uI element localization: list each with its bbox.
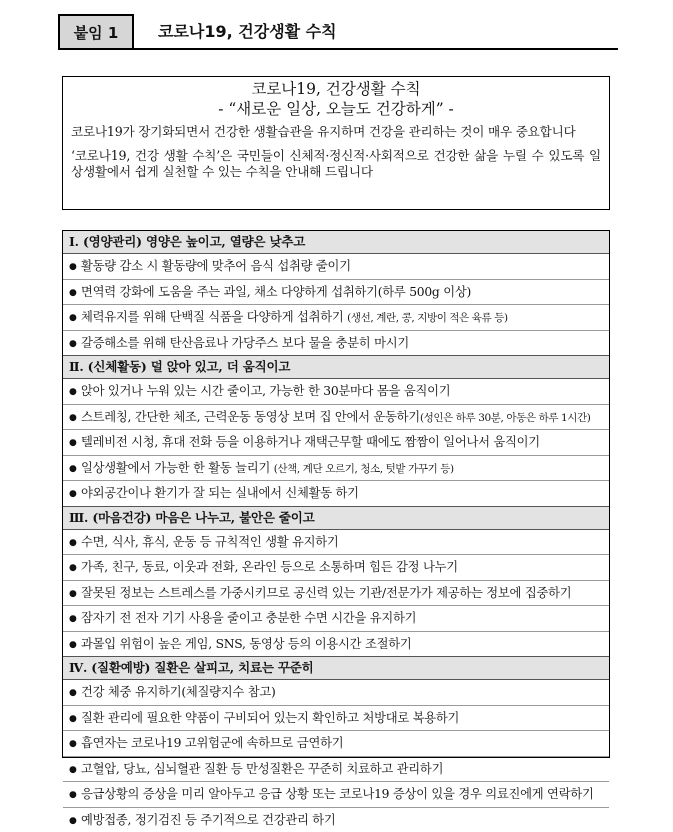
rule-text: 잠자기 전 전자 기기 사용을 줄이고 충분한 수면 시간을 유지하기 xyxy=(81,611,416,625)
rule-text: 텔레비전 시청, 휴대 전화 등을 이용하거나 재택근무할 때에도 짬짬이 일어나서 움직이기 xyxy=(81,435,540,449)
bullet-icon: ● xyxy=(69,482,81,506)
rule-text: 응급상황의 증상을 미리 알아두고 응급 상황 또는 코로나19 증상이 있을 경우 의료진에게 연락하기 xyxy=(81,787,594,801)
rule-item xyxy=(63,555,609,581)
rule-item xyxy=(63,782,609,808)
rule-text: 가족, 친구, 동료, 이웃과 전화, 온라인 등으로 소통하며 힘든 감정 나누기 xyxy=(81,560,458,574)
rules-table xyxy=(62,230,610,758)
rule-item xyxy=(63,680,609,706)
bullet-icon: ● xyxy=(69,431,81,456)
rule-item xyxy=(63,481,609,506)
bullet-icon: ● xyxy=(69,457,81,482)
bullet-icon: ● xyxy=(69,681,81,706)
bullet-icon: ● xyxy=(69,281,81,306)
bullet-icon: ● xyxy=(69,582,81,607)
rule-note: (생선, 계란, 콩, 지방이 적은 육류 등) xyxy=(347,312,508,324)
attachment-badge: 붙임 1 xyxy=(58,14,134,50)
intro-box xyxy=(62,76,610,210)
rule-note: (성인은 하루 30분, 아동은 하루 1시간) xyxy=(420,412,591,424)
bullet-icon: ● xyxy=(69,332,81,356)
bullet-icon: ● xyxy=(69,809,81,832)
rule-item xyxy=(63,254,609,280)
rule-item xyxy=(63,731,609,757)
rule-item xyxy=(63,606,609,632)
header-underline xyxy=(134,48,618,50)
rule-item xyxy=(63,632,609,657)
rule-text: 과몰입 위험이 높은 게임, SNS, 동영상 등의 이용시간 조절하기 xyxy=(81,637,411,651)
bullet-icon: ● xyxy=(69,556,81,581)
rule-note: (산책, 계단 오르기, 청소, 텃밭 가꾸기 등) xyxy=(274,463,454,475)
intro-paragraph-1: 코로나19가 장기화되면서 건강한 생활습관을 유지하며 건강을 관리하는 것이 매우 중요합니다 xyxy=(71,124,601,140)
rule-item xyxy=(63,305,609,331)
rule-text: 앉아 있거나 누워 있는 시간 줄이고, 가능한 한 30분마다 몸을 움직이기 xyxy=(81,384,450,398)
rule-item xyxy=(63,430,609,456)
rule-text: 활동량 감소 시 활동량에 맞추어 음식 섭취량 줄이기 xyxy=(81,259,351,273)
section-heading: Ⅱ. (신체활동) 덜 앉아 있고, 더 움직이고 xyxy=(63,355,609,379)
rule-item xyxy=(63,280,609,306)
intro-title: 코로나19, 건강생활 수칙 xyxy=(71,80,601,99)
bullet-icon: ● xyxy=(69,255,81,280)
intro-paragraph-2: ‘코로나19, 건강 생활 수칙’은 국민들이 신체적·정신적·사회적으로 건강한 삶을 누릴 수 있도록 일상생활에서 쉽게 실천할 수 있는 수칙을 안내해 드립니다 xyxy=(71,148,601,180)
rule-item xyxy=(63,808,609,832)
bullet-icon: ● xyxy=(69,732,81,757)
section-heading: Ⅰ. (영양관리) 영양은 높이고, 열량은 낮추고 xyxy=(63,231,609,254)
rule-text: 흡연자는 코로나19 고위험군에 속하므로 금연하기 xyxy=(81,736,343,750)
rule-item xyxy=(63,706,609,732)
rule-text: 면역력 강화에 도움을 주는 과일, 채소 다양하게 섭취하기(하루 500g 이상) xyxy=(81,285,471,299)
bullet-icon: ● xyxy=(69,707,81,732)
section-heading: Ⅳ. (질환예방) 질환은 살피고, 치료는 꾸준히 xyxy=(63,656,609,680)
bullet-icon: ● xyxy=(69,633,81,657)
bullet-icon: ● xyxy=(69,758,81,783)
rule-text: 건강 체중 유지하기(체질량지수 참고) xyxy=(81,685,276,699)
rule-text: 잘못된 정보는 스트레스를 가중시키므로 공신력 있는 기관/전문가가 제공하는 정보에 집중하기 xyxy=(81,586,571,600)
rule-item xyxy=(63,405,609,431)
bullet-icon: ● xyxy=(69,406,81,431)
bullet-icon: ● xyxy=(69,306,81,331)
rule-text: 체력유지를 위해 단백질 식품을 다양하게 섭취하기 xyxy=(81,310,347,324)
rule-text: 스트레칭, 간단한 체조, 근력운동 동영상 보며 집 안에서 운동하기 xyxy=(81,410,420,424)
rule-text: 수면, 식사, 휴식, 운동 등 규칙적인 생활 유지하기 xyxy=(81,535,339,549)
rule-text: 질환 관리에 필요한 약품이 구비되어 있는지 확인하고 처방대로 복용하기 xyxy=(81,711,459,725)
intro-subtitle: - “새로운 일상, 오늘도 건강하게” - xyxy=(71,99,601,119)
rule-text: 야외공간이나 환기가 잘 되는 실내에서 신체활동 하기 xyxy=(81,486,359,500)
rule-item xyxy=(63,456,609,482)
page-title: 코로나19, 건강생활 수칙 xyxy=(158,14,337,50)
rule-text: 갈증해소를 위해 탄산음료나 가당주스 보다 물을 충분히 마시기 xyxy=(81,336,409,350)
rule-item xyxy=(63,530,609,556)
rule-item xyxy=(63,757,609,783)
page-header xyxy=(58,14,618,50)
rule-item xyxy=(63,581,609,607)
section-heading: Ⅲ. (마음건강) 마음은 나누고, 불안은 줄이고 xyxy=(63,506,609,530)
rule-text: 예방접종, 정기검진 등 주기적으로 건강관리 하기 xyxy=(81,813,336,827)
bullet-icon: ● xyxy=(69,380,81,405)
bullet-icon: ● xyxy=(69,607,81,632)
rule-text: 고혈압, 당뇨, 심뇌혈관 질환 등 만성질환은 꾸준히 치료하고 관리하기 xyxy=(81,762,443,776)
rule-item xyxy=(63,379,609,405)
rule-item xyxy=(63,331,609,356)
rule-text: 일상생활에서 가능한 한 활동 늘리기 xyxy=(81,461,274,475)
bullet-icon: ● xyxy=(69,783,81,808)
bullet-icon: ● xyxy=(69,531,81,556)
